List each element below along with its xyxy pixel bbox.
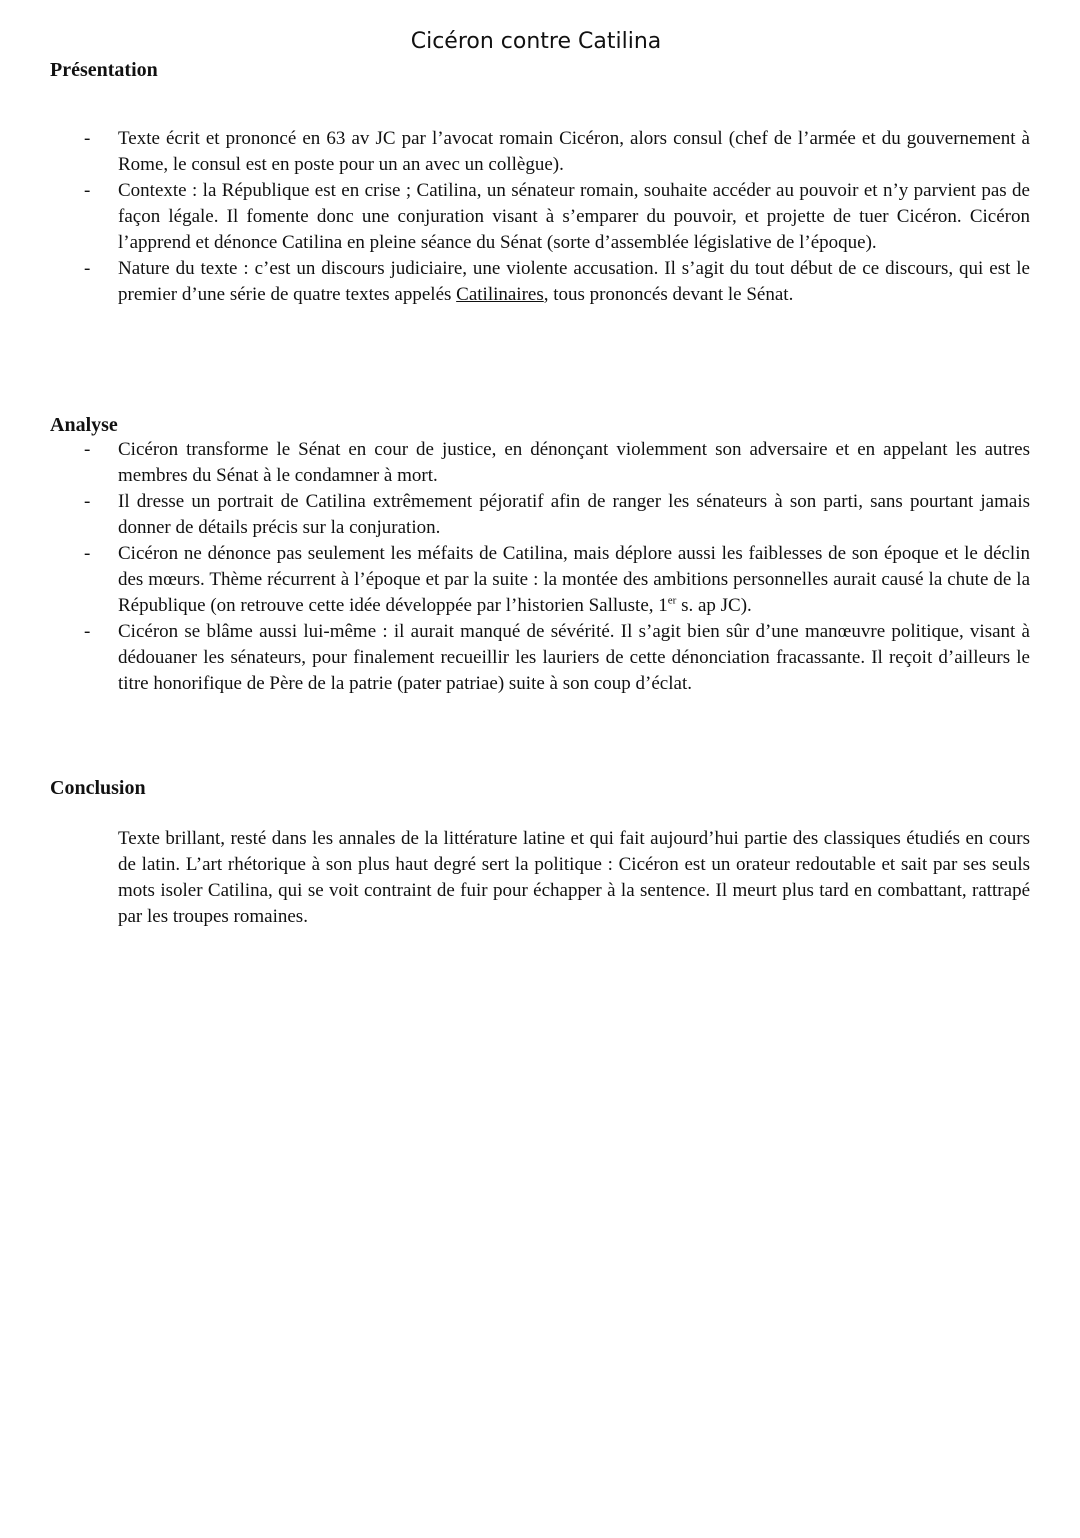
presentation-bullet-3-text-end: , tous prononcés devant le Sénat. [543,284,794,305]
bullet-dash: - [84,180,91,201]
list-item [0,256,1030,308]
list-item [0,126,1030,178]
bullet-dash: - [84,621,91,642]
section-heading-conclusion: Conclusion [50,777,146,799]
list-item [0,541,1030,619]
presentation-bullet-3-text-start: Nature du texte : c’est un discours judiciaire, une violente accusation. Il s’agit du tout début de ce discours, qui est le premier d’une série de quatre textes appelés [118,258,1030,305]
bullet-dash: - [84,491,91,512]
list-item [0,489,1030,541]
superscript-er: er [667,594,677,607]
presentation-bullet-1-text: Texte écrit et prononcé en 63 av JC par l’avocat romain Cicéron, alors consul (chef de l’armée et du gouvernement à Rome, le consul est en poste pour un an avec un collègue). [118,128,1030,175]
analyse-bullet-1-text: Cicéron transforme le Sénat en cour de justice, en dénonçant violemment son adversaire et en appelant les autres membres du Sénat à le condamner à mort. [118,439,1030,486]
bullet-dash: - [84,439,91,460]
analyse-bullet-3-text-end: s. ap JC). [676,595,752,616]
conclusion-paragraph: Texte brillant, resté dans les annales de la littérature latine et qui fait aujourd’hui partie des classiques étudiés en cours de latin. L’art rhétorique à son plus haut degré sert la politique : Cicéron est un orateur redoutable et sait par ses seuls mots isoler Catilina, qui se voit contraint de fuir pour échapper à la sentence. Il meurt plus tard en combattant, rattrapé par les troupes romaines. [118,828,1030,927]
presentation-bullet-2-text: Contexte : la République est en crise ; Catilina, un sénateur romain, souhaite accéder au pouvoir et n’y parvient pas de façon légale. Il fomente donc une conjuration visant à s’emparer du pouvoir, et projette de tuer Cicéron. Cicéron l’apprend et dénonce Catilina en pleine séance du Sénat (sorte d’assemblée législative de l’époque). [118,180,1030,253]
bullet-dash: - [84,128,91,149]
list-item [0,437,1030,489]
list-item [0,619,1030,697]
document-title: Cicéron contre Catilina [410,29,662,54]
list-item [0,178,1030,256]
bullet-dash: - [84,543,91,564]
section-heading-analyse: Analyse [50,414,118,436]
analyse-bullet-3-text-start: Cicéron ne dénonce pas seulement les méfaits de Catilina, mais déplore aussi les faiblesses de son époque et le déclin des mœurs. Thème récurrent à l’époque et par la suite : la montée des ambitions personnelles aurait causé la chute de la République (on retrouve cette idée développée par l’historien Salluste, 1 [118,543,1030,616]
presentation-list [0,126,1080,308]
catilinaires-underlined-term: Catilinaires [456,284,544,305]
section-heading-presentation: Présentation [50,59,158,81]
bullet-dash: - [84,258,91,279]
analyse-list [0,437,1080,697]
analyse-bullet-4-text: Cicéron se blâme aussi lui-même : il aurait manqué de sévérité. Il s’agit bien sûr d’une manœuvre politique, visant à dédouaner les sénateurs, pour finalement recueillir les lauriers de cette dénonciation fracassante. Il reçoit d’ailleurs le titre honorifique de Père de la patrie (pater patriae) suite à son coup d’éclat. [118,621,1030,694]
analyse-bullet-2-text: Il dresse un portrait de Catilina extrêmement péjoratif afin de ranger les sénateurs à son parti, sans pourtant jamais donner de détails précis sur la conjuration. [118,491,1030,538]
